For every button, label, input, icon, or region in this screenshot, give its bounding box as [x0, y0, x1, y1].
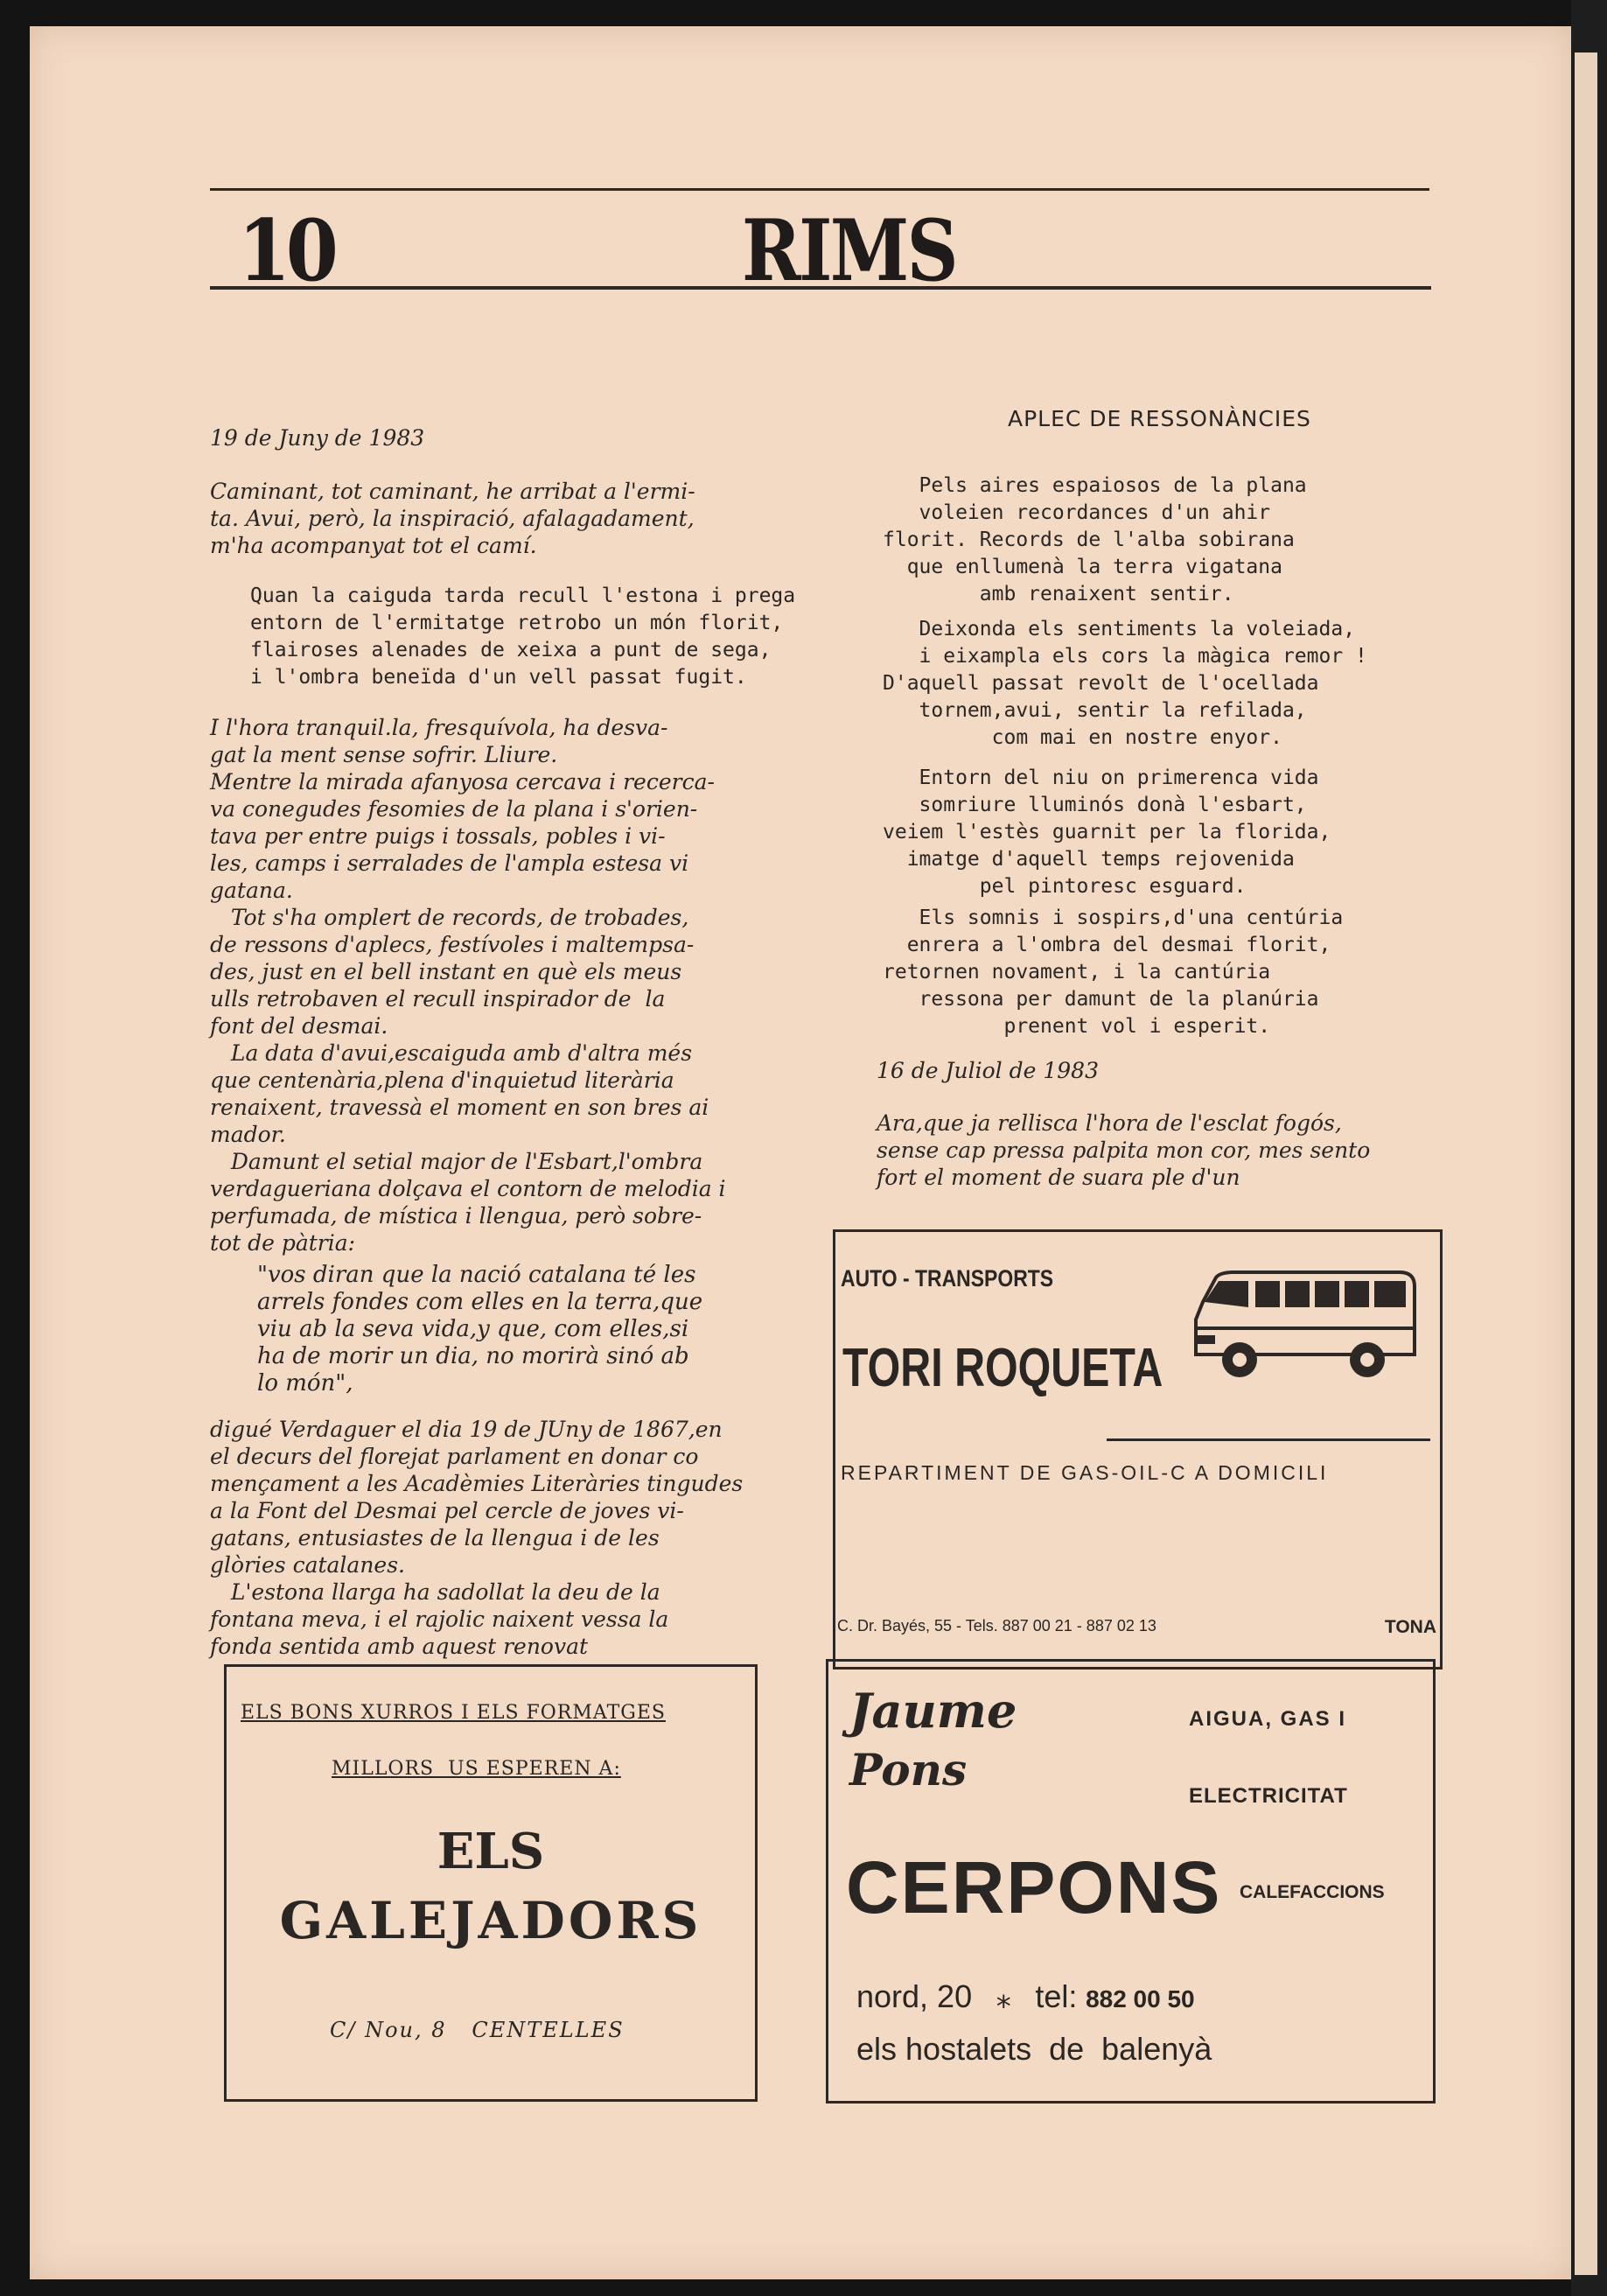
- text-line: que centenària,plena d'inquietud literària: [210, 1068, 674, 1093]
- text-line: va conegudes fesomies de la plana i s'orien-: [210, 796, 698, 822]
- galejadors-address: C/ Nou, 8 CENTELLES: [330, 2018, 625, 2042]
- text-line: a la Font del Desmai pel cercle de joves vi-: [210, 1498, 684, 1523]
- cerpons-street: nord, 20: [856, 1978, 973, 2014]
- text-line: de ressons d'aplecs, festívoles i maltempsa-: [210, 932, 695, 957]
- text-line: i l'ombra beneïda d'un vell passat fugit.: [250, 666, 747, 689]
- text-line: el decurs del florejat parlament en donar co: [210, 1444, 699, 1469]
- pons-script: Pons: [849, 1744, 968, 1796]
- jaume-script: Jaume: [849, 1683, 1017, 1739]
- text-line: L'estona llarga ha sadollat la deu de la: [210, 1579, 660, 1605]
- text-line: sense cap pressa palpita mon cor, mes sento: [877, 1138, 1371, 1163]
- stanza-line: ressona per damunt de la planúria: [883, 988, 1319, 1011]
- tori-address: C. Dr. Bayés, 55 - Tels. 887 00 21 - 887 02 13: [837, 1617, 1156, 1634]
- tori-kicker: AUTO - TRANSPORTS: [841, 1265, 1054, 1292]
- magazine-page: [30, 26, 1571, 2279]
- poem-stanza: [883, 905, 1343, 1040]
- text-line: Tot s'ha omplert de records, de trobades,: [210, 905, 689, 930]
- right-closing-text: [877, 1110, 1370, 1191]
- stanza-line: imatge d'aquell temps rejovenida: [883, 848, 1295, 871]
- bus-icon: [1185, 1267, 1422, 1390]
- text-line: La data d'avui,escaiguda amb d'altra més: [210, 1040, 693, 1066]
- stanza-line: somriure lluminós donà l'esbart,: [883, 794, 1307, 816]
- left-paragraph-2: [210, 1416, 743, 1660]
- text-line: ta. Avui, però, la inspiració, afalagadament,: [210, 506, 695, 531]
- cerpons-name: CERPONS: [846, 1846, 1222, 1928]
- text-line: renaixent, travessà el moment en son bres ai: [210, 1095, 709, 1120]
- poem-title: APLEC DE RESSONÀNCIES: [1008, 406, 1311, 431]
- stanza-line: enrera a l'ombra del desmai florit,: [883, 934, 1331, 956]
- galejadors-line-2: MILLORS US ESPEREN A:: [332, 1758, 621, 1780]
- stanza-line: D'aquell passat revolt de l'ocellada: [883, 672, 1319, 695]
- stanza-line: voleien recordances d'un ahir: [883, 501, 1271, 524]
- tori-town: TONA: [1384, 1617, 1436, 1637]
- text-line: flairoses alenades de xeixa a punt de sega,: [250, 639, 772, 662]
- galejadors-name-2: GALEJADORS: [279, 1891, 702, 1950]
- text-line: m'ha acompanyat tot el camí.: [210, 533, 537, 558]
- left-intro: [210, 478, 695, 559]
- text-line: Ara,que ja rellisca l'hora de l'esclat fogós,: [877, 1110, 1342, 1136]
- text-line: les, camps i serralades de l'ampla estesa vi: [210, 850, 689, 876]
- text-line: font del desmai.: [210, 1013, 388, 1039]
- text-line: arrels fondes com elles en la terra,que: [257, 1289, 703, 1315]
- text-line: ha de morir un dia, no morirà sinó ab: [257, 1343, 689, 1369]
- text-line: "vos diran que la nació catalana té les: [257, 1262, 696, 1288]
- page-number: 10: [238, 201, 334, 300]
- cerpons-town: els hostalets de balenyà: [856, 2031, 1212, 2067]
- header-top-rule: [210, 188, 1429, 191]
- tori-service: REPARTIMENT DE GAS-OIL-C A DOMICILI: [841, 1461, 1329, 1484]
- text-line: mençament a les Acadèmies Literàries tingudes: [210, 1471, 744, 1496]
- left-paragraph-1: [210, 714, 726, 1256]
- cerpons-ad: [826, 1659, 1436, 2104]
- verdaguer-quote: [257, 1262, 702, 1397]
- stanza-line: Pels aires espaiosos de la plana: [883, 474, 1307, 497]
- stanza-line: Els somnis i sospirs,d'una centúria: [883, 906, 1344, 929]
- text-line: verdagueriana dolçava el contorn de melodia i: [210, 1176, 726, 1201]
- text-line: viu ab la seva vida,y que, com elles,si: [257, 1316, 689, 1342]
- text-line: fontana meva, i el rajolic naixent vessa la: [210, 1606, 669, 1632]
- stanza-line: com mai en nostre enyor.: [883, 726, 1282, 749]
- text-line: entorn de l'ermitatge retrobo un món florit,: [250, 612, 784, 634]
- text-line: tot de pàtria:: [210, 1230, 356, 1256]
- text-line: digué Verdaguer el dia 19 de JUny de 1867,en: [210, 1417, 723, 1442]
- text-line: Damunt el setial major de l'Esbart,l'ombra: [210, 1149, 703, 1174]
- stanza-line: tornem,avui, sentir la refilada,: [883, 699, 1307, 722]
- text-line: Quan la caiguda tarda recull l'estona i prega: [250, 584, 796, 607]
- cerpons-service-1: AIGUA, GAS I: [1189, 1707, 1347, 1731]
- stanza-line: i eixampla els cors la màgica remor !: [883, 645, 1367, 668]
- cerpons-service-3: CALEFACCIONS: [1240, 1882, 1385, 1902]
- text-line: fonda sentida amb aquest renovat: [210, 1634, 589, 1659]
- galejadors-ad: [224, 1664, 758, 2102]
- asterisk-icon: ⁎: [996, 1980, 1011, 2015]
- cerpons-phone-label: tel:: [1035, 1978, 1078, 2014]
- cerpons-phone: 882 00 50: [1086, 1985, 1195, 2012]
- tori-roqueta-ad: [833, 1229, 1443, 1670]
- stanza-line: veiem l'estès guarnit per la florida,: [883, 821, 1331, 844]
- left-poem: [250, 583, 795, 691]
- stanza-line: que enllumenà la terra vigatana: [883, 556, 1282, 578]
- tori-name: TORI ROQUETA: [842, 1338, 1163, 1398]
- text-line: gatana.: [210, 878, 293, 903]
- page-title: RIMS: [742, 201, 957, 300]
- stanza-line: retornen novament, i la cantúria: [883, 961, 1271, 984]
- text-line: des, just en el bell instant en què els meus: [210, 959, 682, 984]
- stanza-line: Entorn del niu on primerenca vida: [883, 766, 1319, 789]
- text-line: ulls retrobaven el recull inspirador de la: [210, 986, 666, 1012]
- cerpons-contact: [856, 1978, 1195, 2015]
- text-line: perfumada, de mística i llengua, però sobre-: [210, 1203, 702, 1228]
- tori-divider: [1107, 1438, 1430, 1441]
- text-line: tava per entre puigs i tossals, pobles i vi-: [210, 823, 666, 849]
- right-date: 16 de Juliol de 1983: [877, 1058, 1099, 1083]
- text-line: Mentre la mirada afanyosa cercava i recerca-: [210, 769, 715, 794]
- cerpons-service-2: ELECTRICITAT: [1189, 1784, 1348, 1808]
- text-line: gatans, entusiastes de la llengua i de les: [210, 1525, 660, 1550]
- text-line: I l'hora tranquil.la, fresquívola, ha desva-: [210, 715, 668, 740]
- stanza-line: amb renaixent sentir.: [883, 583, 1234, 606]
- galejadors-line-1: ELS BONS XURROS I ELS FORMATGES: [241, 1702, 666, 1724]
- galejadors-name-1: ELS: [437, 1823, 545, 1880]
- poem-stanza: [883, 616, 1367, 752]
- text-line: gat la ment sense sofrir. Lliure.: [210, 742, 558, 767]
- text-line: mador.: [210, 1122, 286, 1147]
- text-line: Caminant, tot caminant, he arribat a l'ermi-: [210, 479, 695, 504]
- text-line: fort el moment de suara ple d'un: [877, 1165, 1240, 1190]
- stanza-line: pel pintoresc esguard.: [883, 875, 1247, 898]
- stanza-line: florit. Records de l'alba sobirana: [883, 528, 1295, 551]
- stanza-line: Deixonda els sentiments la voleiada,: [883, 618, 1356, 640]
- poem-stanza: [883, 765, 1331, 900]
- left-date: 19 de Juny de 1983: [210, 425, 425, 451]
- adjacent-page-edge: [1575, 52, 1597, 2275]
- stanza-line: prenent vol i esperit.: [883, 1015, 1271, 1038]
- poem-stanza: [883, 472, 1307, 608]
- text-line: lo món",: [257, 1370, 353, 1396]
- text-line: glòries catalanes.: [210, 1552, 405, 1578]
